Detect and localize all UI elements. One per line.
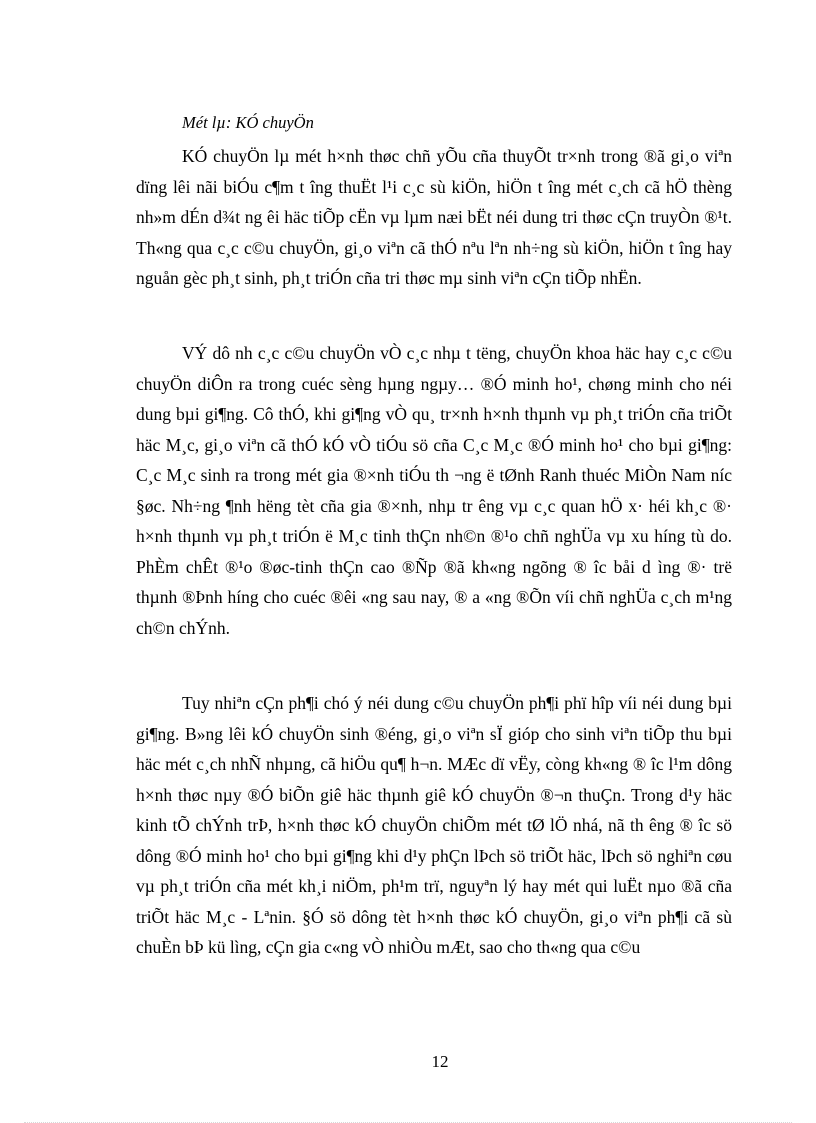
paragraph-storytelling-caution: Tuy nhiªn cÇn ph¶i chó ý néi dung c©u chuyÖn ph¶i phï hîp víi néi dung bµi gi¶ng. B»ng lêi kÓ chuyÖn sinh ®éng, gi¸o viªn sÏ gióp cho sinh viªn tiÕp thu bµi häc mét c¸ch nhÑ nhµng, cã hiÖu qu¶ h¬n. MÆc dï vËy, còng kh«ng ® îc l¹m dông h×nh thøc nµy ®Ó biÕn giê häc thµnh giê kÓ chuyÖn ®¬n thuÇn. Trong d¹y häc kinh tÕ chÝnh trÞ, h×nh thøc kÓ chuyÖn chiÕm mét tØ lÖ nhá, nã th êng ® îc sö dông ®Ó minh ho¹ cho bµi gi¶ng khi d¹y phÇn lÞch sö triÕt häc, lÞch sö nghiªn cøu vµ ph¸t triÓn cña mét kh¸i niÖm, ph¹m trï, nguyªn lý hay mét qui luËt nµo ®ã cña triÕt häc M¸c - Lªnin. §Ó sö dông tèt h×nh thøc kÓ chuyÖn, gi¸o viªn ph¶i cã sù chuÈn bÞ kü lìng, cÇn gia c«ng vÒ nhiÒu mÆt, sao cho th«ng qua c©u [136, 693, 732, 957]
paragraph-marx-example: VÝ dô nh c¸c c©u chuyÖn vÒ c¸c nhµ t tëng, chuyÖn khoa häc hay c¸c c©u chuyÖn diÔn ra trong cuéc sèng hµng ngµy… ®Ó minh ho¹, chøng minh cho néi dung bµi gi¶ng. Cô thÓ, khi gi¶ng vÒ qu¸ tr×nh h×nh thµnh vµ ph¸t triÓn cña triÕt häc M¸c, gi¸o viªn cã thÓ kÓ vÒ tiÓu sö cña C¸c M¸c ®Ó minh ho¹ cho bµi gi¶ng: C¸c M¸c sinh ra trong mét gia ®×nh tiÓu th ¬ng ë tØnh Ranh thuéc MiÒn Nam níc §øc. Nh÷ng ¶nh hëng tèt cña gia ®×nh, nhµ tr êng vµ c¸c quan hÖ x· héi kh¸c ®· h×nh thµnh vµ ph¸t triÓn ë M¸c tinh thÇn nh©n ®¹o chñ nghÜa vµ xu híng tù do. PhÈm chÊt ®¹o ®øc-tinh thÇn cao ®Ñp ®ã kh«ng ngõng ® îc båi d ìng ®· trë thµnh ®Þnh híng cho cuéc ®êi «ng sau nay, ® a «ng ®Õn víi chñ nghÜa c¸ch m¹ng ch©n chÝnh. [136, 343, 732, 638]
page-number: 12 [431, 1052, 449, 1071]
paragraph-storytelling-definition: KÓ chuyÖn lµ mét h×nh thøc chñ yÕu cña thuyÕt tr×nh trong ®ã gi¸o viªn dïng lêi nãi biÓu c¶m t îng thuËt l¹i c¸c sù kiÖn, hiÖn t îng mét c¸ch cã hÖ thèng nh»m dÉn d¾t ng êi häc tiÕp cËn vµ lµm næi bËt néi dung tri thøc cÇn truyÒn ®¹t. Th«ng qua c¸c c©u chuyÖn, gi¸o viªn cã thÓ nªu lªn nh÷ng sù kiÖn, hiÖn t îng hay nguån gèc ph¸t sinh, ph¸t triÓn cña tri thøc mµ sinh viªn cÇn tiÕp nhËn. [136, 146, 732, 288]
section-heading: Mét lµ: KÓ chuyÖn [182, 113, 314, 132]
